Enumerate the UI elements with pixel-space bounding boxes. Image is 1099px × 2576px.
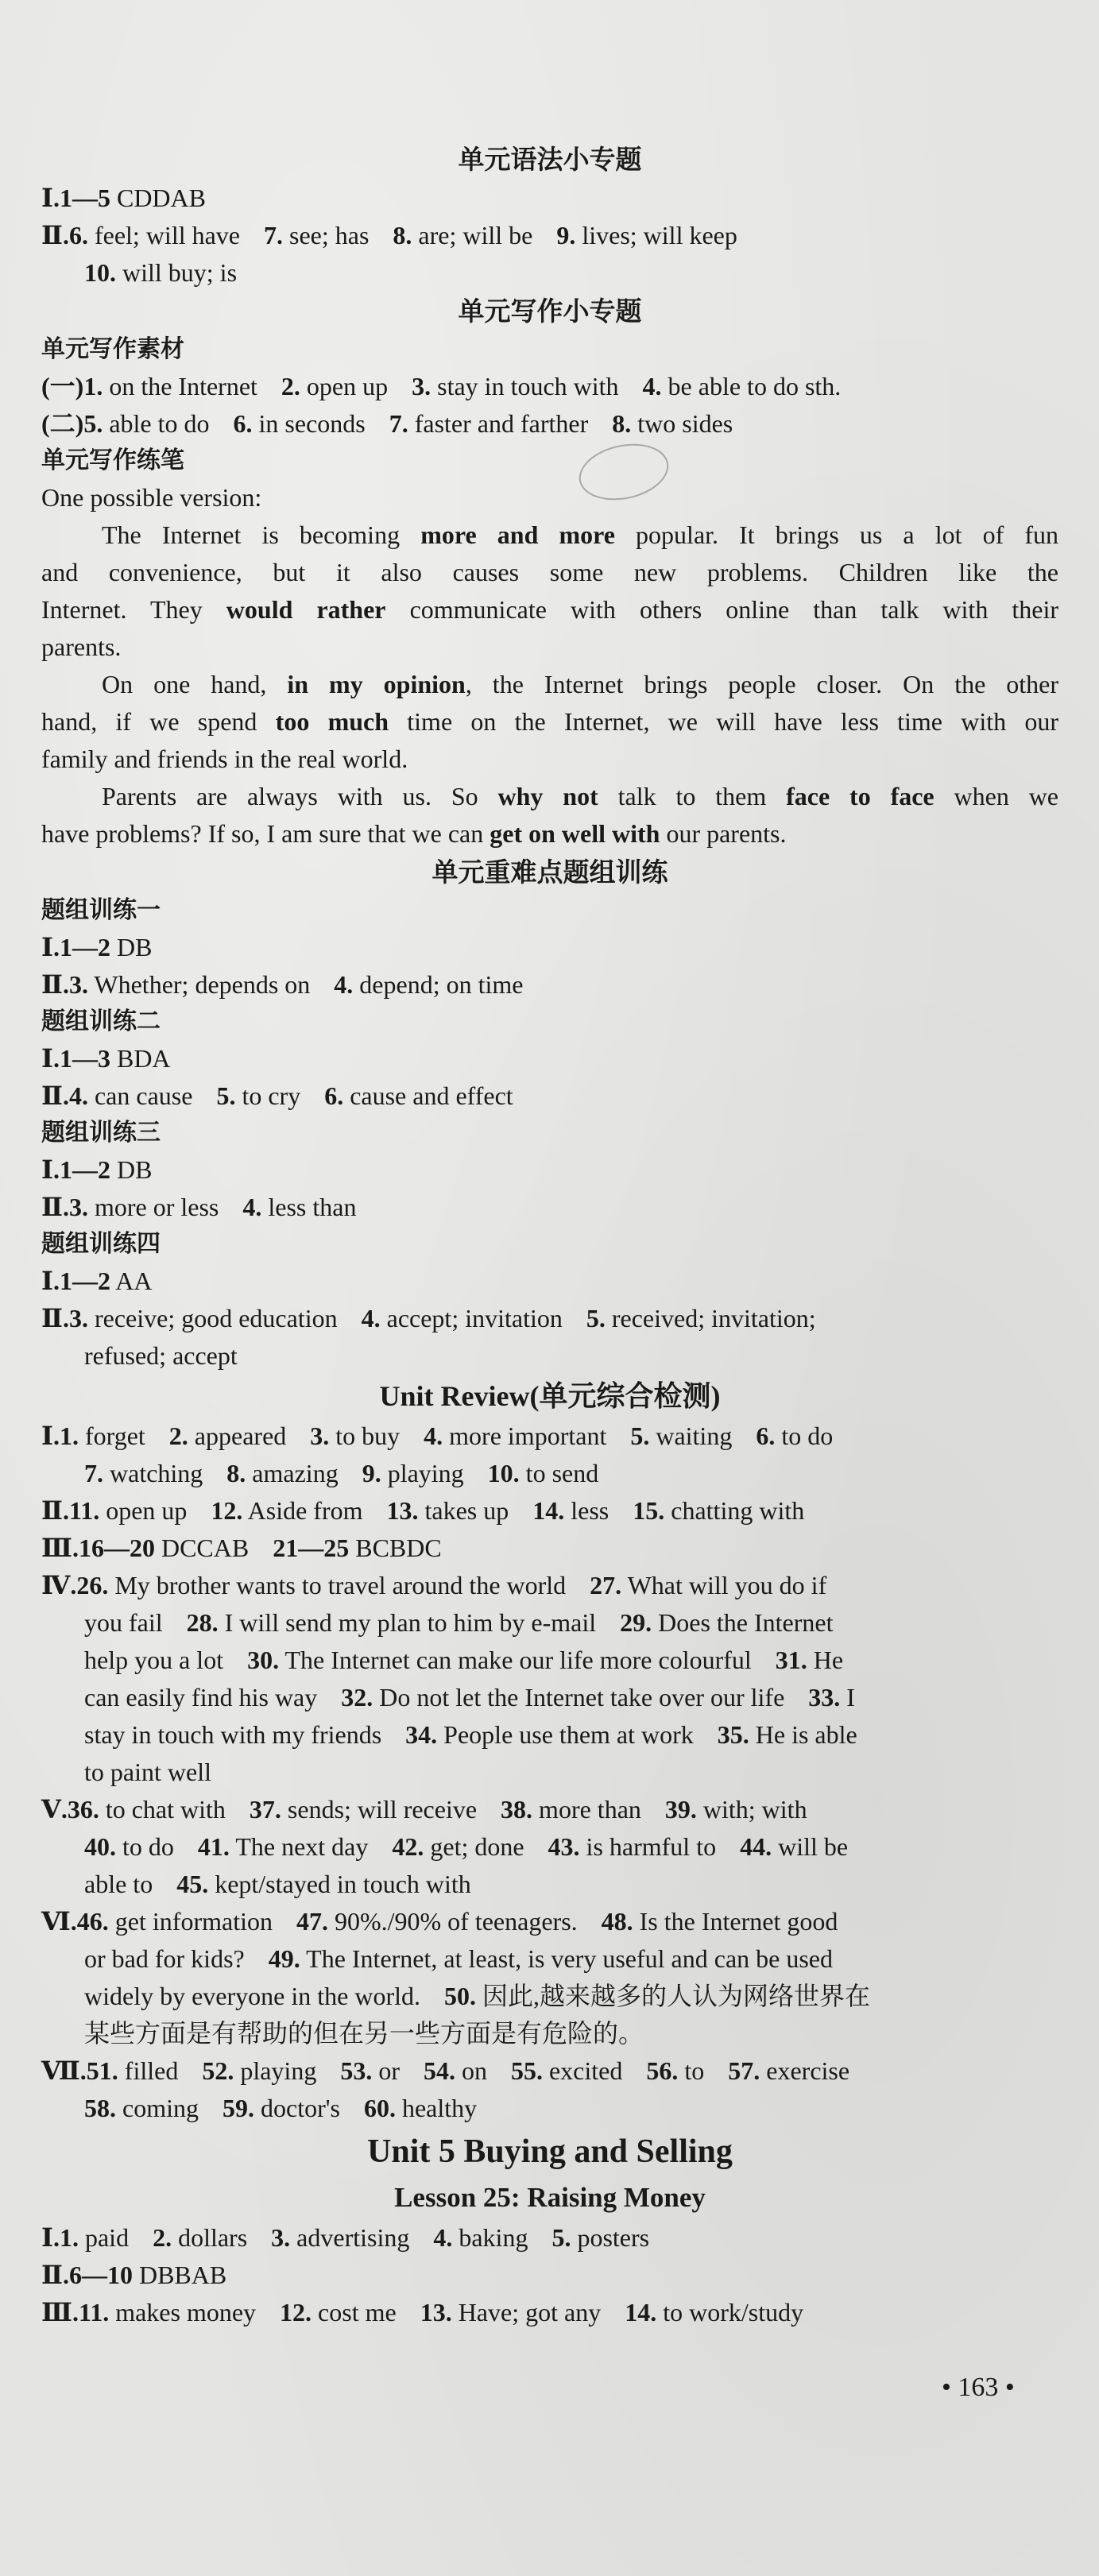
answer-line: Ⅱ.3. receive; good education 4. accept; invitation 5. received; invitation; <box>41 1304 816 1332</box>
answer-line: Ⅰ.1. forget 2. appeared 3. to buy 4. more important 5. waiting 6. to do <box>41 1421 834 1450</box>
answer-line: 10. will buy; is <box>84 258 238 287</box>
answer-line: Ⅰ.1—3 BDA <box>41 1044 171 1073</box>
answer-line: refused; accept <box>84 1341 238 1370</box>
key-points-title: 单元重难点题组训练 <box>431 857 668 888</box>
writing-material-heading: 单元写作素材 <box>41 335 184 363</box>
answer-line: 某些方面是有帮助的但在另一些方面是有危险的。 <box>84 2019 644 2048</box>
answer-line: Ⅱ.6. feel; will have 7. see; has 8. are; will be 9. lives; will keep <box>41 221 737 249</box>
answer-line: Ⅴ.36. to chat with 37. sends; will receive 38. more than 39. with; with <box>41 1795 807 1824</box>
answer-line: Ⅲ.11. makes money 12. cost me 13. Have; got any 14. to work/study <box>41 2298 804 2327</box>
answer-line: can easily find his way 32. Do not let the Internet take over our life 33. I <box>84 1683 855 1712</box>
essay-line: hand, if we spend too much time on the Internet, we will have less time with our <box>41 707 1059 736</box>
writing-title: 单元写作小专题 <box>458 296 642 327</box>
essay-line: Parents are always with us. So why not talk to them face to face when we <box>102 782 1059 810</box>
answer-line: Ⅰ.1—2 DB <box>41 933 153 961</box>
essay-line: The Internet is becoming more and more popular. It brings us a lot of fun <box>102 520 1059 549</box>
answer-line: widely by everyone in the world. 50. 因此,越来越多的人认为网络世界在 <box>84 1982 871 2010</box>
answer-line: help you a lot 30. The Internet can make our life more colourful 31. He <box>84 1646 844 1674</box>
grammar-title: 单元语法小专题 <box>458 144 642 175</box>
page-number: • 163 • <box>942 2373 1015 2402</box>
essay-line: Internet. They would rather communicate with others online than talk with their <box>41 595 1059 624</box>
answer-line: Ⅰ.1. paid 2. dollars 3. advertising 4. baking 5. posters <box>41 2223 650 2252</box>
essay-line: On one hand, in my opinion, the Internet brings people closer. On the other <box>102 670 1059 698</box>
answer-line: 40. to do 41. The next day 42. get; done 43. is harmful to 44. will be <box>84 1832 849 1861</box>
answer-line: 7. watching 8. amazing 9. playing 10. to send <box>84 1459 599 1487</box>
answer-line: Ⅱ.3. Whether; depends on 4. depend; on time <box>41 970 524 999</box>
essay-line: have problems? If so, I am sure that we can get on well with our parents. <box>41 819 787 848</box>
answer-line: 58. coming 59. doctor's 60. healthy <box>84 2094 478 2122</box>
answer-line: Ⅰ.1—2 DB <box>41 1155 153 1184</box>
group-heading: 题组训练一 <box>41 896 161 924</box>
group-heading: 题组训练二 <box>41 1008 161 1035</box>
answer-line: or bad for kids? 49. The Internet, at least, is very useful and can be used <box>84 1944 833 1973</box>
review-title: Unit Review(单元综合检测) <box>379 1380 721 1412</box>
answer-line: Ⅱ.3. more or less 4. less than <box>41 1193 357 1221</box>
answer-line: Ⅱ.11. open up 12. Aside from 13. takes up 14. less 15. chatting with <box>41 1496 805 1525</box>
group-heading: 题组训练三 <box>41 1119 161 1147</box>
answer-line: (二)5. able to do 6. in seconds 7. faster and farther 8. two sides <box>41 409 733 438</box>
answer-line: Ⅰ.1—2 AA <box>41 1267 153 1295</box>
answer-content <box>41 140 1058 2331</box>
essay-line: parents. <box>41 632 122 661</box>
answer-line: Ⅱ.4. can cause 5. to cry 6. cause and effect <box>41 1081 513 1110</box>
group-heading: 题组训练四 <box>41 1230 161 1258</box>
answer-line: you fail 28. I will send my plan to him by e-mail 29. Does the Internet <box>84 1608 834 1637</box>
answer-line: Ⅱ.6—10 DBBAB <box>41 2261 227 2289</box>
unit5-title: Unit 5 Buying and Selling <box>367 2133 733 2170</box>
answer-line: Ⅲ.16—20 DCCAB 21—25 BCBDC <box>41 1534 442 1562</box>
essay-line: and convenience, but it also causes some new problems. Children like the <box>41 558 1058 586</box>
answer-line: Ⅰ.1—5 CDDAB <box>41 184 206 212</box>
answer-line: to paint well <box>84 1758 211 1786</box>
essay-intro: One possible version: <box>41 483 262 512</box>
answer-line: able to 45. kept/stayed in touch with <box>84 1870 471 1898</box>
answer-line: Ⅵ.46. get information 47. 90%./90% of teenagers. 48. Is the Internet good <box>41 1907 838 1936</box>
essay-line: family and friends in the real world. <box>41 745 408 773</box>
answer-line: Ⅶ.51. filled 52. playing 53. or 54. on 55. excited 56. to 57. exercise <box>41 2056 850 2085</box>
answer-line: Ⅳ.26. My brother wants to travel around the world 27. What will you do if <box>41 1571 827 1599</box>
answer-line: stay in touch with my friends 34. People use them at work 35. He is able <box>84 1720 857 1749</box>
lesson25-title: Lesson 25: Raising Money <box>394 2182 706 2213</box>
writing-practice-heading: 单元写作练笔 <box>41 447 184 474</box>
answer-line: (一)1. on the Internet 2. open up 3. stay in touch with 4. be able to do sth. <box>41 372 842 400</box>
